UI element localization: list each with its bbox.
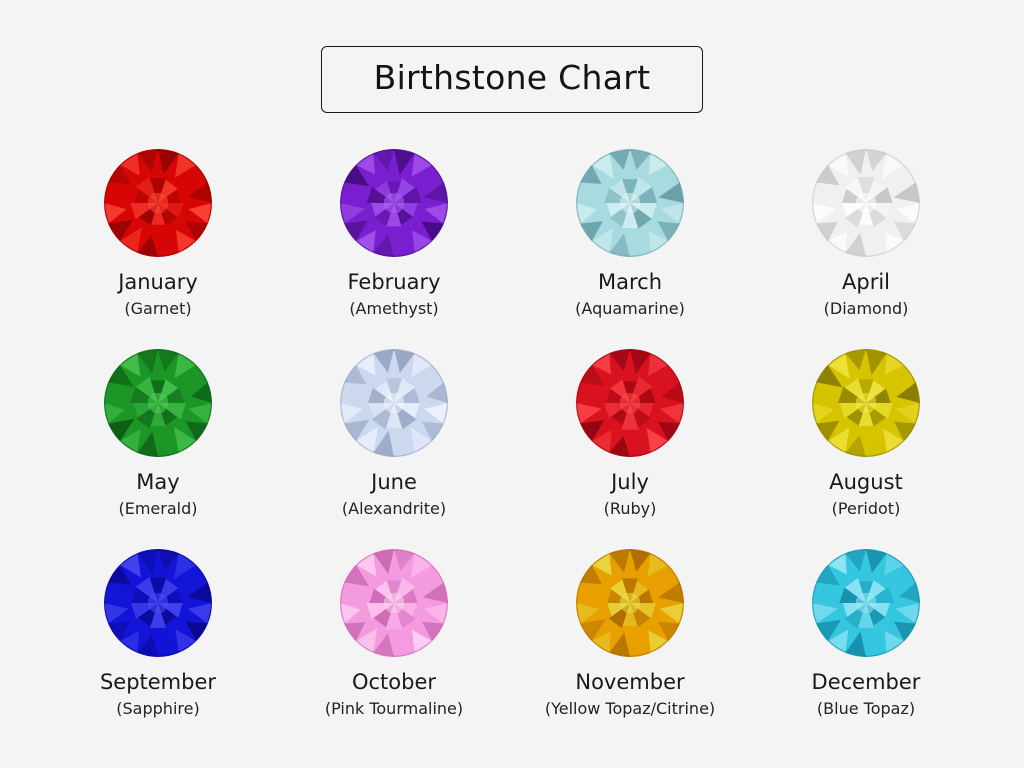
gemstone-icon xyxy=(576,549,684,657)
stone-label: (Sapphire) xyxy=(116,699,200,719)
gemstone-icon xyxy=(576,349,684,457)
month-label: September xyxy=(99,670,217,694)
stone-label: (Emerald) xyxy=(118,499,198,519)
month-label: June xyxy=(371,470,417,494)
gemstone-icon xyxy=(340,349,448,457)
birthstone-cell xyxy=(276,549,512,749)
month-label: November xyxy=(575,670,685,694)
gemstone-icon xyxy=(104,349,212,457)
stone-label: (Amethyst) xyxy=(349,299,439,319)
month-label: April xyxy=(842,270,890,294)
gemstone-icon xyxy=(576,149,684,257)
birthstone-cell xyxy=(276,349,512,549)
stone-label: (Peridot) xyxy=(831,499,901,519)
month-label: July xyxy=(611,470,649,494)
birthstone-cell xyxy=(40,549,276,749)
stone-label: (Aquamarine) xyxy=(575,299,685,319)
month-label: March xyxy=(597,270,662,294)
stone-label: (Yellow Topaz/Citrine) xyxy=(544,699,716,719)
stone-label: (Blue Topaz) xyxy=(816,699,916,719)
page-title: Birthstone Chart xyxy=(373,58,651,97)
stone-label: (Garnet) xyxy=(124,299,192,319)
gemstone-icon xyxy=(104,149,212,257)
gemstone-icon xyxy=(340,149,448,257)
stone-label: (Ruby) xyxy=(603,499,657,519)
gemstone-icon xyxy=(812,349,920,457)
birthstone-cell xyxy=(748,149,984,349)
birthstone-cell xyxy=(748,349,984,549)
birthstone-grid xyxy=(0,149,1024,749)
gemstone-icon xyxy=(812,549,920,657)
stone-label: (Pink Tourmaline) xyxy=(324,699,464,719)
month-label: February xyxy=(347,270,441,294)
stone-label: (Alexandrite) xyxy=(341,499,447,519)
gemstone-icon xyxy=(104,549,212,657)
birthstone-cell xyxy=(748,549,984,749)
month-label: October xyxy=(351,670,437,694)
month-label: May xyxy=(136,470,180,494)
birthstone-cell xyxy=(40,349,276,549)
title-box xyxy=(321,46,704,113)
title-container xyxy=(0,0,1024,113)
birthstone-cell xyxy=(40,149,276,349)
birthstone-cell xyxy=(512,149,748,349)
month-label: August xyxy=(829,470,903,494)
month-label: January xyxy=(118,270,198,294)
gemstone-icon xyxy=(340,549,448,657)
birthstone-cell xyxy=(512,349,748,549)
gemstone-icon xyxy=(812,149,920,257)
month-label: December xyxy=(811,670,921,694)
birthstone-cell xyxy=(512,549,748,749)
stone-label: (Diamond) xyxy=(823,299,909,319)
birthstone-cell xyxy=(276,149,512,349)
